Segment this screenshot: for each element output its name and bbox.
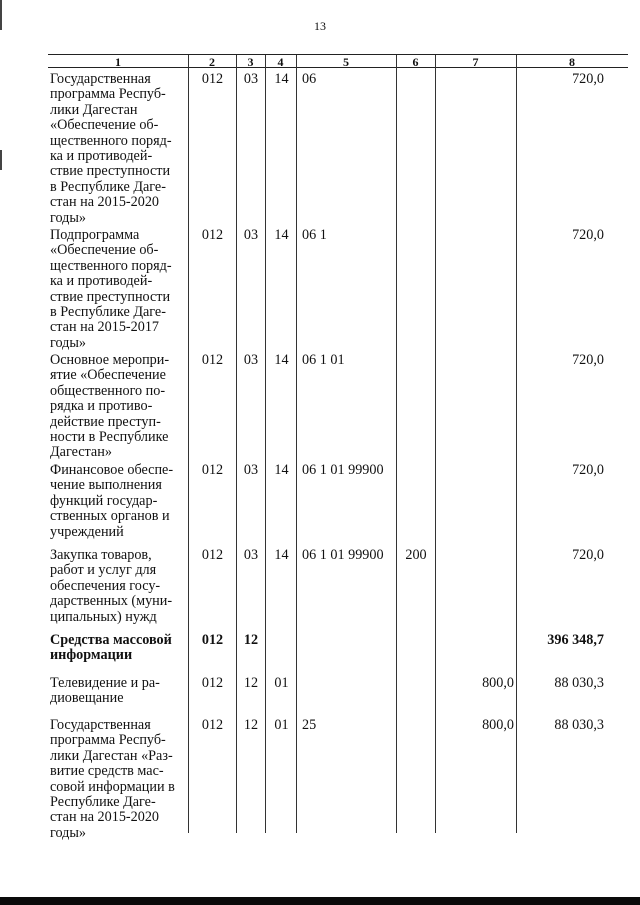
target-article-code: 06	[302, 71, 317, 87]
amount: 396 348,7	[547, 632, 604, 648]
ministry-code: 012	[201, 632, 224, 648]
column-divider	[236, 55, 237, 833]
target-article-code: 25	[302, 717, 317, 733]
column-divider	[516, 55, 517, 833]
target-article-code: 06 1 01 99900	[302, 462, 384, 478]
previous-amount: 800,0	[482, 717, 514, 733]
expense-type-code: 200	[405, 547, 427, 563]
row-name: Средства массовой информации	[50, 632, 172, 664]
column-header: 8	[569, 55, 575, 69]
column-divider	[296, 55, 297, 833]
section-code: 12	[243, 675, 259, 691]
subsection-code: 14	[274, 462, 289, 478]
column-header: 2	[209, 55, 215, 69]
section-code: 03	[243, 227, 259, 243]
section-code: 03	[243, 352, 259, 368]
target-article-code: 06 1 01 99900	[302, 547, 384, 563]
section-code: 12	[243, 632, 259, 648]
ministry-code: 012	[201, 227, 224, 243]
amount: 720,0	[572, 547, 604, 563]
section-code: 03	[243, 71, 259, 87]
amount: 88 030,3	[554, 675, 604, 691]
section-code: 03	[243, 547, 259, 563]
column-divider	[435, 55, 436, 833]
target-article-code: 06 1	[302, 227, 327, 243]
subsection-code: 14	[274, 71, 289, 87]
row-name: Закупка товаров, работ и услуг для обеспечения госу- дарственных (муни- ципальных) нужд	[50, 547, 173, 625]
row-name: Государственная программа Респуб- лики Дагестан «Обеспечение об- щественного поряд- ка и противодей- ствие преступности в Республике Даге- стан на 2015-2020 годы»	[50, 71, 172, 226]
ministry-code: 012	[201, 71, 224, 87]
scan-bottom-edge	[0, 897, 640, 905]
section-code: 12	[243, 717, 259, 733]
subsection-code: 14	[274, 227, 289, 243]
amount: 720,0	[572, 462, 604, 478]
ministry-code: 012	[201, 547, 224, 563]
subsection-code: 01	[274, 675, 289, 691]
previous-amount: 800,0	[482, 675, 514, 691]
amount: 720,0	[572, 227, 604, 243]
subsection-code: 14	[274, 352, 289, 368]
row-name: Финансовое обеспе- чение выполнения функций государ- ственных органов и учреждений	[50, 462, 174, 540]
column-header: 4	[277, 55, 284, 69]
column-header: 1	[115, 55, 121, 69]
target-article-code: 06 1 01	[302, 352, 345, 368]
amount: 88 030,3	[554, 717, 604, 733]
column-divider	[396, 55, 397, 833]
column-divider	[265, 55, 266, 833]
row-name: Телевидение и ра- диовещание	[50, 675, 160, 707]
section-code: 03	[243, 462, 259, 478]
column-header: 5	[343, 55, 349, 69]
column-header: 7	[472, 55, 479, 69]
row-name: Государственная программа Респуб- лики Дагестан «Раз- витие средств мас- совой информации в Республике Даге- стан на 2015-2020 годы»	[50, 717, 175, 841]
amount: 720,0	[572, 352, 604, 368]
scan-edge-mark	[0, 150, 2, 170]
amount: 720,0	[572, 71, 604, 87]
column-header: 3	[247, 55, 254, 69]
subsection-code: 14	[274, 547, 289, 563]
scan-edge-mark	[0, 0, 2, 30]
ministry-code: 012	[201, 675, 224, 691]
page-number: 13	[314, 19, 326, 33]
column-header: 6	[412, 55, 419, 69]
ministry-code: 012	[201, 462, 224, 478]
row-name: Подпрограмма «Обеспечение об- щественного поряд- ка и противодей- ствие преступности в Республике Даге- стан на 2015-2017 годы»	[50, 227, 172, 351]
row-name: Основное меропри- ятие «Обеспечение общественного по- рядка и противо- действие преступ- ности в Республике Дагестан»	[50, 352, 170, 461]
subsection-code: 01	[274, 717, 289, 733]
ministry-code: 012	[201, 352, 224, 368]
ministry-code: 012	[201, 717, 224, 733]
